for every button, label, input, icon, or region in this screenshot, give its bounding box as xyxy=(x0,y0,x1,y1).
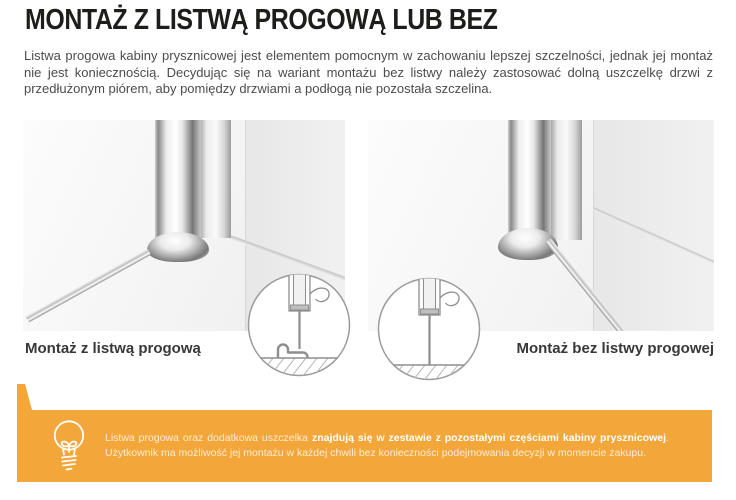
hinge-cap xyxy=(147,232,209,262)
tip-line-2: Użytkownik ma możliwość jej montażu w każdej chwili bez konieczności podejmowania decyzji w momencie zakupu. xyxy=(105,447,646,459)
tip-banner xyxy=(17,410,712,482)
page-title: MONTAŻ Z LISTWĄ PROGOWĄ LUB BEZ xyxy=(25,4,498,36)
cross-section-with-strip-icon xyxy=(246,272,352,378)
tip-text xyxy=(105,431,700,461)
lightbulb-icon xyxy=(47,418,91,476)
door-glass-edge xyxy=(200,120,231,238)
threshold-strip xyxy=(25,249,151,323)
door-glass-edge xyxy=(551,120,582,240)
caption-with-strip: Montaż z listwą progową xyxy=(25,340,201,357)
cross-section-without-strip-icon xyxy=(376,276,482,382)
tip-line-1: Listwa progowa oraz dodatkowa uszczelka znajdują się w zestawie z pozostałymi częściami kabiny prysznicowej. xyxy=(105,432,669,444)
caption-without-strip: Montaż bez listwy progowej xyxy=(516,340,714,357)
shower-wall xyxy=(593,120,714,331)
door-hinge-profile xyxy=(155,120,201,250)
banner-fold-tab xyxy=(17,384,32,410)
intro-paragraph: Listwa progowa kabiny prysznicowej jest elementem pomocnym w zachowaniu lepszej szczelności, jednak jej montaż nie jest koniecznością. Decydując się na wariant montażu bez listwy należy zastosować dolną uszczelkę drzwi z przedłużonym piórem, aby pomiędzy drzwiami a podłogą nie pozostała szczelina. xyxy=(24,48,713,96)
